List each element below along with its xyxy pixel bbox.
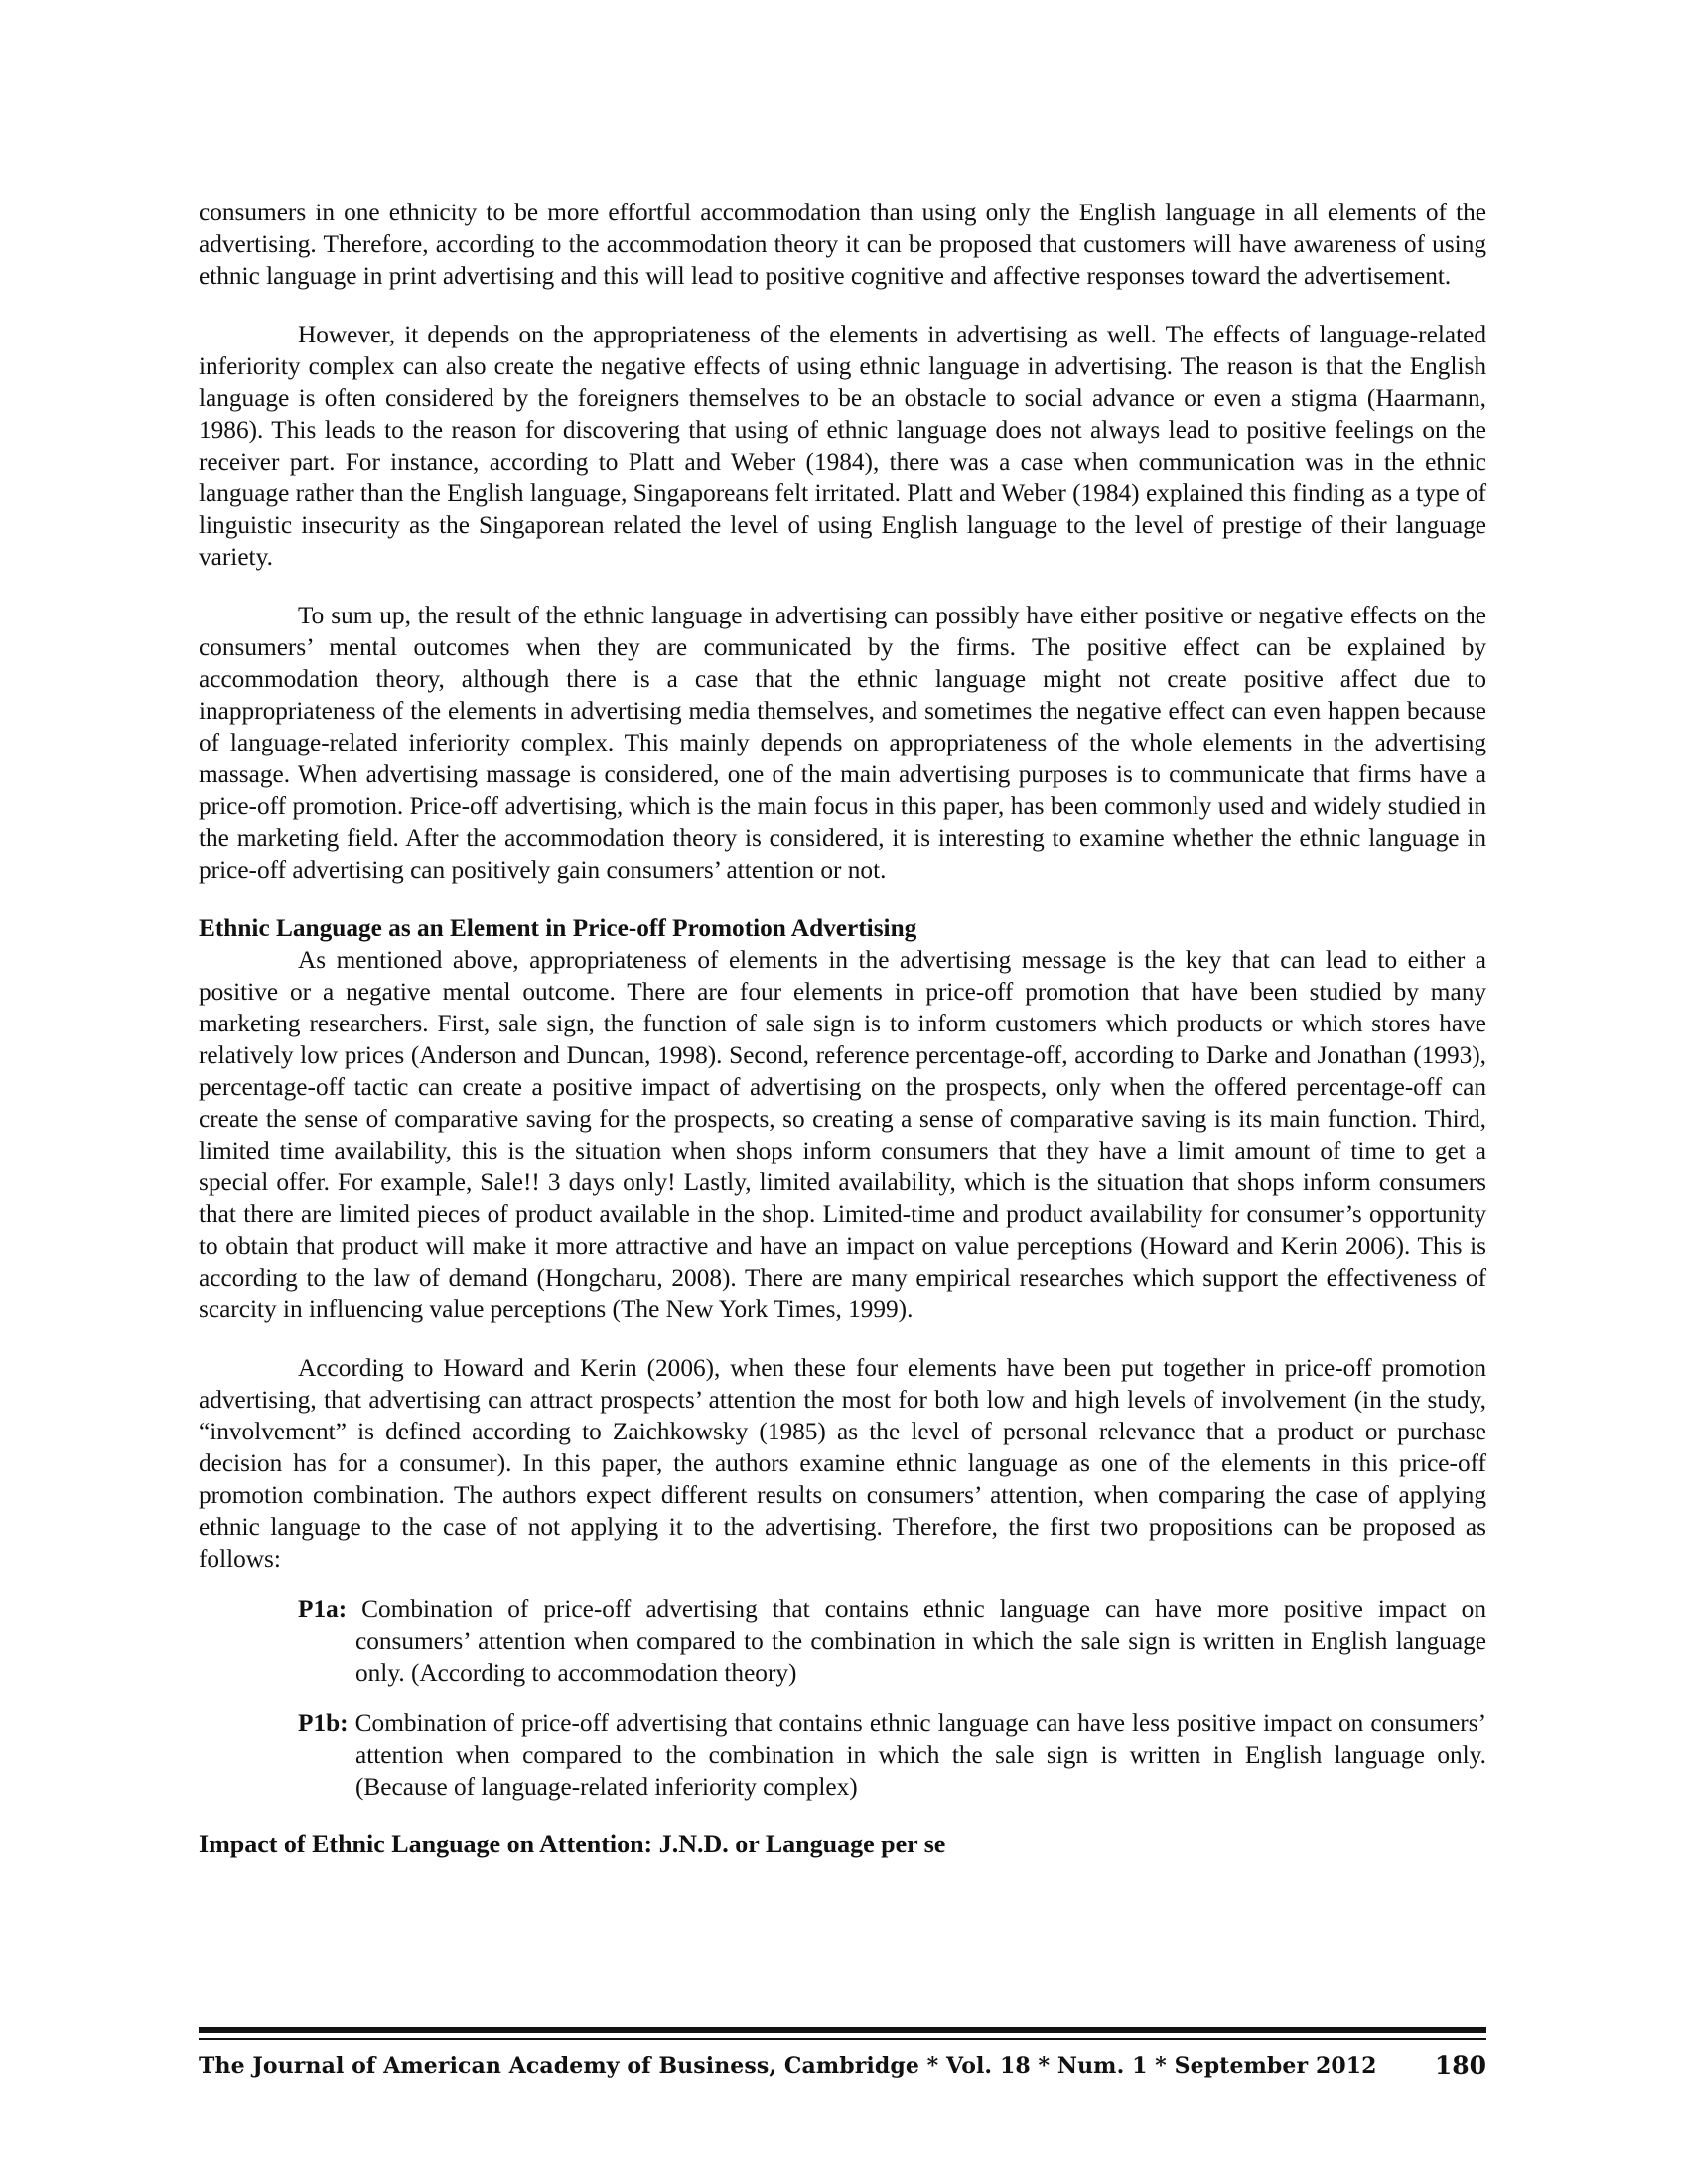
proposition-text: Combination of price-off advertising that contains ethnic language can have more positive impact on consumers’ attention when compared to the combination in which the sale sign is written in English language only. (According to accommodation theory) xyxy=(355,1595,1486,1687)
paragraph-2: However, it depends on the appropriateness of the elements in advertising as well. The effects of language-related inferiority complex can also create the negative effects of using ethnic language in advertising. The reason is that the English language is often considered by the foreigners themselves to be an obstacle to social advance or even a stigma (Haarmann, 1986). This leads to the reason for discovering that using of ethnic language does not always lead to positive feelings on the receiver part. For instance, according to Platt and Weber (1984), there was a case when communication was in the ethnic language rather than the English language, Singaporeans felt irritated. Platt and Weber (1984) explained this finding as a type of linguistic insecurity as the Singaporean related the level of using English language to the level of prestige of their language variety. xyxy=(199,321,1486,571)
footer-rule-thin xyxy=(199,2038,1486,2040)
proposition-label: P1a: xyxy=(298,1595,348,1623)
paragraph-4: As mentioned above, appropriateness of elements in the advertising message is the key that can lead to either a positive or a negative mental outcome. There are four elements in price-off promotion that have been studied by many marketing researchers. First, sale sign, the function of sale sign is to inform customers which products or which stores have relatively low prices (Anderson and Duncan, 1998). Second, reference percentage-off, according to Darke and Jonathan (1993), percentage-off tactic can create a positive impact of advertising on the prospects, only when the offered percentage-off can create the sense of comparative saving for the prospects, so creating a sense of comparative saving is its main function. Third, limited time availability, this is the situation when shops inform consumers that they have a limit amount of time to get a special offer. For example, Sale!! 3 days only! Lastly, limited availability, which is the situation that shops inform consumers that there are limited pieces of product available in the shop. Limited-time and product availability for consumer’s opportunity to obtain that product will make it more attractive and have an impact on value perceptions (Howard and Kerin 2006). This is according to the law of demand (Hongcharu, 2008). There are many empirical researches which support the effectiveness of scarcity in influencing value perceptions (The New York Times, 1999). xyxy=(199,946,1486,1323)
journal-citation: The Journal of American Academy of Business, Cambridge * Vol. 18 * Num. 1 * September 2012 xyxy=(199,2053,1377,2079)
article-body xyxy=(199,197,1486,1860)
section-heading-impact-attention: Impact of Ethnic Language on Attention: J.N.D. or Language per se xyxy=(199,1830,946,1858)
page-number: 180 xyxy=(1434,2051,1486,2080)
paragraph-5: According to Howard and Kerin (2006), when these four elements have been put together in price-off promotion advertising, that advertising can attract prospects’ attention the most for both low and high levels of involvement (in the study, “involvement” is defined according to Zaichkowsky (1985) as the level of personal relevance that a product or purchase decision has for a consumer). In this paper, the authors examine ethnic language as one of the elements in this price-off promotion combination. The authors expect different results on consumers’ attention, when comparing the case of applying ethnic language to the case of not applying it to the advertising. Therefore, the first two propositions can be proposed as follows: xyxy=(199,1354,1486,1572)
paragraph-1: consumers in one ethnicity to be more effortful accommodation than using only the English language in all elements of the advertising. Therefore, according to the accommodation theory it can be proposed that customers will have awareness of using ethnic language in print advertising and this will lead to positive cognitive and affective responses toward the advertisement. xyxy=(199,199,1486,290)
proposition-text: Combination of price-off advertising that contains ethnic language can have less positive impact on consumers’ attention when compared to the combination in which the sale sign is written in English language only. (Because of language-related inferiority complex) xyxy=(354,1709,1486,1801)
footer-rule-thick xyxy=(199,2027,1486,2033)
proposition-p1a xyxy=(298,1593,1486,1689)
proposition-p1b xyxy=(298,1707,1486,1803)
section-heading-ethnic-language-element: Ethnic Language as an Element in Price-off Promotion Advertising xyxy=(199,914,917,942)
page-footer xyxy=(199,2053,1486,2087)
proposition-label: P1b: xyxy=(298,1709,349,1737)
paragraph-3: To sum up, the result of the ethnic language in advertising can possibly have either positive or negative effects on the consumers’ mental outcomes when they are communicated by the firms. The positive effect can be explained by accommodation theory, although there is a case that the ethnic language might not create positive affect due to inappropriateness of the elements in advertising media themselves, and sometimes the negative effect can even happen because of language-related inferiority complex. This mainly depends on appropriateness of the whole elements in the advertising massage. When advertising massage is considered, one of the main advertising purposes is to communicate that firms have a price-off promotion. Price-off advertising, which is the main focus in this paper, has been commonly used and widely studied in the marketing field. After the accommodation theory is considered, it is interesting to examine whether the ethnic language in price-off advertising can positively gain consumers’ attention or not. xyxy=(199,602,1486,884)
